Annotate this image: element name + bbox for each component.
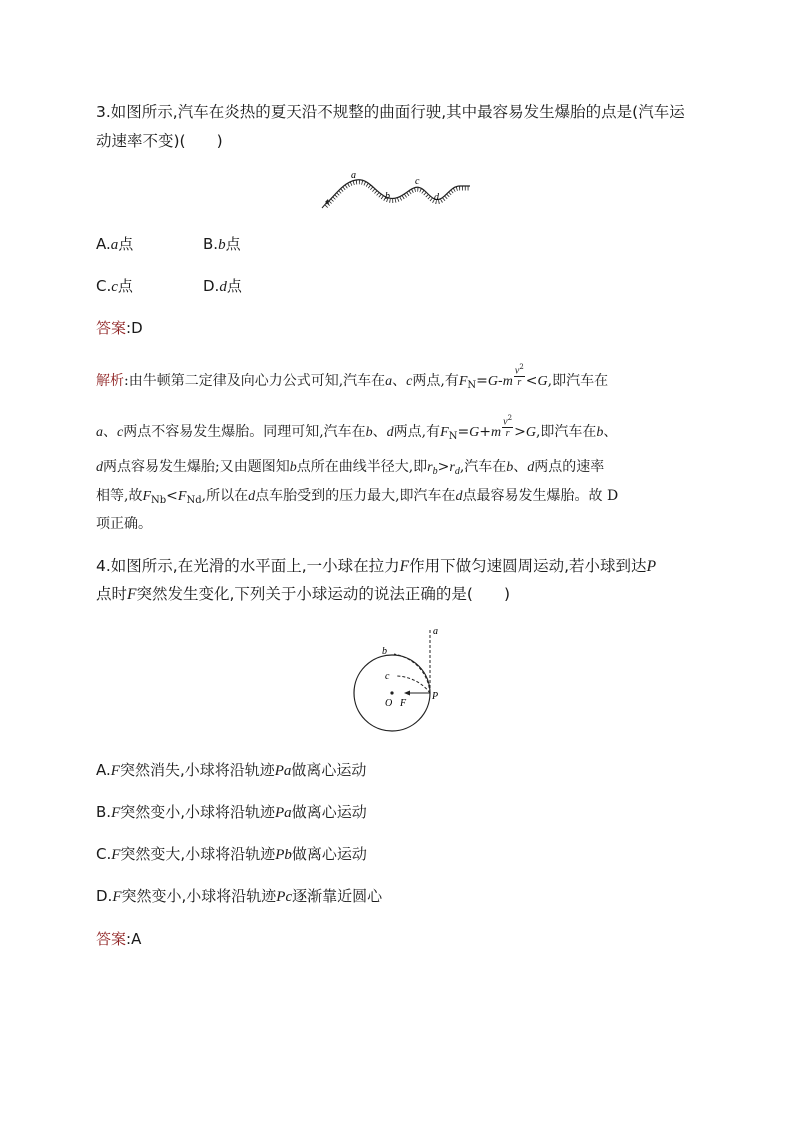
q4-circle-figure <box>348 622 458 738</box>
q3-option-c[interactable]: C.c点 <box>96 277 133 295</box>
label-p: P <box>432 691 439 702</box>
label-b: b <box>385 191 390 202</box>
q4-option-a[interactable]: A.F突然消失,小球将沿轨迹Pa做离心运动 <box>96 761 367 779</box>
road-hatching <box>326 182 470 206</box>
q4-stem-line-1: 4.如图所示,在光滑的水平面上,一小球在拉力F作用下做匀速圆周运动,若小球到达P <box>96 557 657 575</box>
label-a: a <box>433 626 438 637</box>
q3-explanation-line-3: d两点容易发生爆胎;又由题图知b点所在曲线半径大,即$r_b>r_d$,汽车在b、d两点的速率 <box>96 459 605 477</box>
label-o: O <box>385 698 393 709</box>
q4-option-b[interactable]: B.F突然变小,小球将沿轨迹Pa做离心运动 <box>96 803 367 821</box>
q3-explanation-line-4: 相等,故$F_{Nb}<F_{Nd}$,所以在d点车胎受到的压力最大,即汽车在d点最容易发生爆胎。故 D <box>96 488 619 506</box>
q4-answer: 答案:A <box>96 930 142 948</box>
label-f: F <box>400 698 407 709</box>
q3-explanation-line-5: 项正确。 <box>96 516 152 532</box>
path-c <box>396 676 430 693</box>
q3-stem-line-2: 动速率不变)( ) <box>96 132 223 150</box>
q3-option-b[interactable]: B.b点 <box>203 235 241 253</box>
q3-explanation-line-2: a、c两点不容易发生爆胎。同理可知,汽车在b、d两点,有$F_N=G+m$ $\frac{v^2}{r}$ >G,即汽车在b、 <box>96 414 618 443</box>
q3-answer: 答案:D <box>96 319 143 337</box>
label-d: d <box>434 192 439 203</box>
q3-explanation-line-1: 解析:由牛顿第二定律及向心力公式可知,汽车在a、c两点,有$F_N=G-m$ $\frac{v^2}{r}$ <G,即汽车在 <box>96 363 609 392</box>
force-arrow-head <box>404 691 410 696</box>
q3-road-figure <box>318 168 478 214</box>
q3-option-d[interactable]: D.d点 <box>203 277 242 295</box>
q4-option-d[interactable]: D.F突然变小,小球将沿轨迹Pc逐渐靠近圆心 <box>96 887 383 905</box>
center-point <box>390 691 393 694</box>
q4-option-c[interactable]: C.F突然变大,小球将沿轨迹Pb做离心运动 <box>96 845 367 863</box>
label-c: c <box>415 176 420 187</box>
q3-stem-line-1: 3.如图所示,汽车在炎热的夏天沿不规整的曲面行驶,其中最容易发生爆胎的点是(汽车运 <box>96 103 685 121</box>
label-b: b <box>382 646 387 657</box>
label-c: c <box>385 671 390 682</box>
q3-option-a[interactable]: A.a点 <box>96 235 134 253</box>
q4-stem-line-2: 点时F突然发生变化,下列关于小球运动的说法正确的是( ) <box>96 585 511 603</box>
label-a: a <box>351 170 356 181</box>
